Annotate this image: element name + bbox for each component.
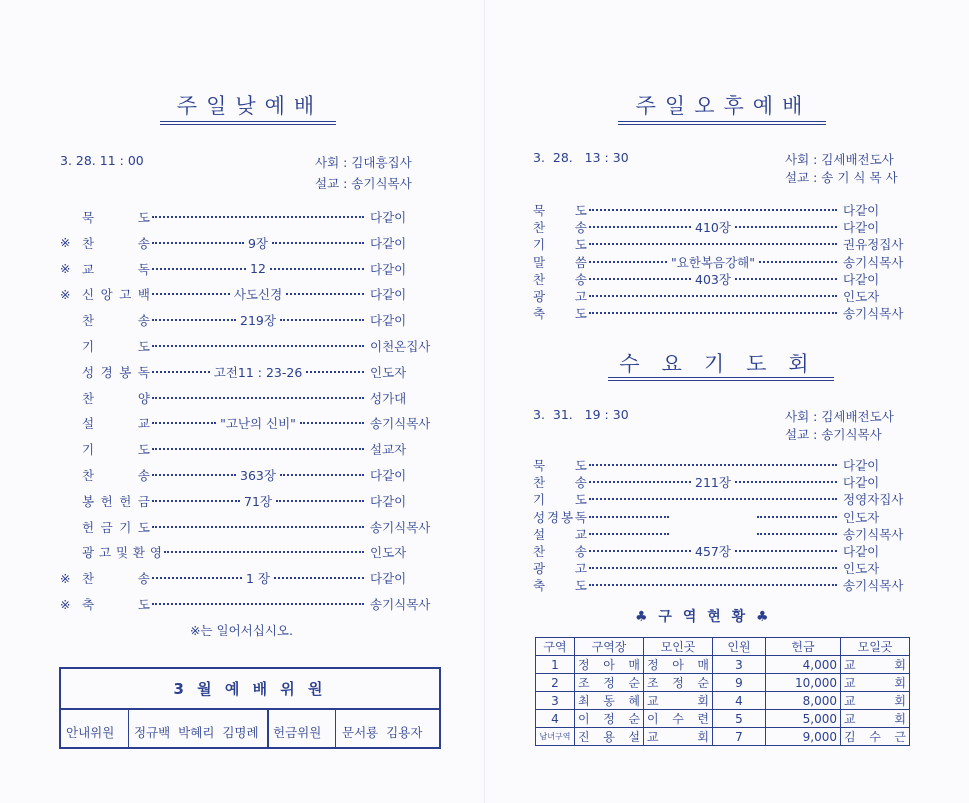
item-label: 기 도 xyxy=(533,492,587,508)
service-item xyxy=(60,518,436,536)
guide-label: 안내위원 xyxy=(66,725,115,740)
item-label: 교 독 xyxy=(82,261,150,277)
service-item xyxy=(60,337,436,355)
item-label: 광 고 xyxy=(533,561,587,577)
districts-title: ♣ 구 역 현 황 ♣ xyxy=(635,609,772,625)
item-label: 묵 도 xyxy=(82,210,150,225)
item-value: 211장 xyxy=(695,475,731,491)
item-label: 찬 양 xyxy=(82,390,150,406)
service-item xyxy=(60,492,436,510)
afternoon-date: 3. 28. 13 : 30 xyxy=(533,150,629,165)
item-performer: 다같이 xyxy=(843,203,880,218)
item-performer: 인도자 xyxy=(843,289,880,304)
item-label: 찬 송 xyxy=(82,313,150,329)
service-item xyxy=(533,235,911,253)
table-cell: 교 회 xyxy=(644,692,713,710)
district-table xyxy=(535,637,910,746)
table-row xyxy=(536,692,910,710)
item-label: 헌 금 기 도 xyxy=(82,519,150,535)
item-performer: 다같이 xyxy=(843,271,880,287)
item-performer: 권유정집사 xyxy=(843,237,904,253)
item-performer: 다같이 xyxy=(843,220,880,236)
table-cell: 교 회 xyxy=(841,656,910,674)
service-item xyxy=(60,234,436,252)
service-item xyxy=(60,543,436,561)
item-value: 71장 xyxy=(244,493,272,509)
item-value: 고전11 : 23-26 xyxy=(213,364,303,380)
service-item xyxy=(533,270,911,288)
header-cell: 구역 xyxy=(536,638,575,656)
service-item xyxy=(533,542,911,560)
service-item xyxy=(533,508,911,526)
item-performer: 인도자 xyxy=(370,364,407,380)
title-underline xyxy=(618,124,826,125)
service-leader: 사회 : 김대흥집사 xyxy=(315,155,412,170)
item-label: 축 도 xyxy=(82,597,150,612)
sunday-afternoon-title: 주일오후예배 xyxy=(635,94,812,118)
service-item xyxy=(533,473,911,491)
table-cell: 남녀구역 xyxy=(536,728,575,746)
item-performer: 송기식목사 xyxy=(843,526,904,542)
item-label: 기 도 xyxy=(82,442,150,458)
item-label: 찬 송 xyxy=(82,235,150,251)
header-cell: 모인곳 xyxy=(644,638,713,656)
wednesday-preacher: 설교 : 송기식목사 xyxy=(785,427,882,442)
item-label: 묵 도 xyxy=(533,203,587,218)
service-item xyxy=(60,260,436,278)
item-label: 찬 송 xyxy=(533,271,587,287)
standing-note: ※는 일어서십시오. xyxy=(190,623,293,638)
table-row xyxy=(536,674,910,692)
item-label: 봉 헌 헌 금 xyxy=(82,493,150,509)
wednesday-leader: 사회 : 김세배전도사 xyxy=(785,409,894,424)
table-cell: 정 아 매 xyxy=(644,656,713,674)
sunday-morning-title: 주일낮예배 xyxy=(176,94,324,118)
table-cell: 9 xyxy=(713,674,766,692)
committee-title: 3 월 예 배 위 원 xyxy=(173,680,327,698)
service-date: 3. 28. 11 : 00 xyxy=(60,153,144,168)
table-cell: 교 회 xyxy=(644,728,713,746)
item-performer: 다같이 xyxy=(370,261,407,277)
table-cell: 4 xyxy=(713,692,766,710)
service-item xyxy=(60,311,436,329)
item-performer: 다같이 xyxy=(843,544,880,559)
table-cell: 교 회 xyxy=(841,674,910,692)
table-cell: 4 xyxy=(536,710,575,728)
table-cell: 교 회 xyxy=(841,710,910,728)
table-row xyxy=(536,656,910,674)
item-performer: 다같이 xyxy=(370,468,407,483)
table-cell: 김 수 근 xyxy=(841,728,910,746)
item-performer: 다같이 xyxy=(370,235,407,251)
service-item xyxy=(60,414,436,432)
service-item xyxy=(533,201,911,219)
item-value: 1 장 xyxy=(246,571,271,587)
standing-mark: ※ xyxy=(60,235,71,251)
item-value: 457장 xyxy=(695,544,731,559)
item-value: 9장 xyxy=(247,235,269,251)
afternoon-leader: 사회 : 김세배전도사 xyxy=(785,152,894,167)
item-value: 363장 xyxy=(240,468,276,483)
service-item xyxy=(533,490,911,508)
item-label: 찬 송 xyxy=(82,571,150,587)
wednesday-date: 3. 31. 19 : 30 xyxy=(533,407,629,422)
item-performer: 다같이 xyxy=(843,458,880,473)
service-item xyxy=(60,569,436,587)
table-cell: 조 정 순 xyxy=(644,674,713,692)
item-performer: 송기식목사 xyxy=(370,597,431,612)
table-cell: 교 회 xyxy=(841,692,910,710)
item-performer: 송기식목사 xyxy=(843,306,904,322)
table-cell: 정 아 매 xyxy=(575,656,644,674)
table-cell: 2 xyxy=(536,674,575,692)
header-cell: 인원 xyxy=(713,638,766,656)
item-performer: 인도자 xyxy=(843,509,880,525)
title-underline xyxy=(160,121,336,122)
item-value: 사도신경 xyxy=(233,287,283,303)
item-performer: 다같이 xyxy=(843,475,880,491)
right-page xyxy=(484,0,969,803)
item-performer: 송기식목사 xyxy=(843,578,904,594)
afternoon-preacher: 설교 : 송 기 식 목 사 xyxy=(785,170,898,185)
table-row xyxy=(536,728,910,746)
guide-names: 정규백 박혜리 김명례 xyxy=(134,725,259,740)
service-item xyxy=(60,466,436,484)
item-label: 찬 송 xyxy=(533,544,587,559)
committee-box xyxy=(59,667,441,749)
table-cell: 4,000 xyxy=(766,656,841,674)
item-performer: 정영자집사 xyxy=(843,492,904,508)
title-underline xyxy=(160,124,336,125)
item-value: "요한복음강해" xyxy=(671,254,755,270)
header-cell: 모일곳 xyxy=(841,638,910,656)
item-performer: 다같이 xyxy=(370,313,407,329)
item-label: 찬 송 xyxy=(533,475,587,491)
item-label: 광 고 및 환 영 xyxy=(82,545,162,561)
item-value: 403장 xyxy=(695,271,731,287)
item-performer: 다같이 xyxy=(370,287,407,303)
standing-mark: ※ xyxy=(60,286,71,302)
item-value: 219장 xyxy=(240,313,276,329)
item-label: 말 씀 xyxy=(533,254,587,270)
service-item xyxy=(533,287,911,305)
table-cell: 7 xyxy=(713,728,766,746)
item-performer: 송기식목사 xyxy=(843,254,904,270)
service-item xyxy=(60,363,436,381)
wednesday-prayer-title: 수요기도회 xyxy=(619,352,831,376)
service-preacher: 설교 : 송기식목사 xyxy=(315,176,412,191)
table-cell: 10,000 xyxy=(766,674,841,692)
service-item xyxy=(533,218,911,236)
table-cell: 3 xyxy=(536,692,575,710)
item-label: 기 도 xyxy=(533,237,587,253)
item-performer: 다같이 xyxy=(370,210,407,225)
service-item xyxy=(533,253,911,271)
item-value: "고난의 신비" xyxy=(220,416,296,432)
table-cell: 1 xyxy=(536,656,575,674)
item-label: 설 교 xyxy=(533,526,587,542)
item-label: 설 교 xyxy=(82,416,150,432)
standing-mark: ※ xyxy=(60,261,71,277)
title-underline xyxy=(618,121,826,122)
header-cell: 헌금 xyxy=(766,638,841,656)
item-label: 축 도 xyxy=(533,306,587,322)
item-label: 기 도 xyxy=(82,339,150,354)
standing-mark: ※ xyxy=(60,570,71,586)
standing-mark: ※ xyxy=(60,596,71,612)
header-cell: 구역장 xyxy=(575,638,644,656)
service-item xyxy=(60,285,436,303)
item-performer: 인도자 xyxy=(370,545,407,561)
item-value: 410장 xyxy=(695,220,731,236)
service-item xyxy=(60,440,436,458)
table-row xyxy=(536,710,910,728)
item-label: 찬 송 xyxy=(82,468,150,483)
item-performer: 인도자 xyxy=(843,561,880,577)
item-performer: 다같이 xyxy=(370,493,407,509)
table-cell: 9,000 xyxy=(766,728,841,746)
service-item xyxy=(533,304,911,322)
item-performer: 이천온집사 xyxy=(370,339,431,354)
service-item xyxy=(533,456,911,474)
left-page xyxy=(0,0,484,803)
table-cell: 조 정 순 xyxy=(575,674,644,692)
table-cell: 3 xyxy=(713,656,766,674)
table-cell: 이 정 순 xyxy=(575,710,644,728)
item-performer: 송기식목사 xyxy=(370,416,431,432)
offering-label: 헌금위원 xyxy=(273,725,322,740)
table-cell: 진 용 설 xyxy=(575,728,644,746)
item-performer: 송기식목사 xyxy=(370,519,431,535)
item-label: 묵 도 xyxy=(533,458,587,473)
item-label: 성 경 봉 독 xyxy=(533,509,587,525)
service-item xyxy=(533,559,911,577)
item-label: 성 경 봉 독 xyxy=(82,364,150,380)
table-cell: 8,000 xyxy=(766,692,841,710)
service-item xyxy=(60,595,436,613)
service-item xyxy=(533,525,911,543)
table-cell: 5,000 xyxy=(766,710,841,728)
item-value: 12 xyxy=(250,261,266,277)
title-underline xyxy=(608,377,834,378)
item-label: 광 고 xyxy=(533,289,587,304)
item-performer: 성가대 xyxy=(370,390,407,406)
table-header-row xyxy=(536,638,910,656)
item-label: 신 앙 고 백 xyxy=(82,287,150,303)
item-label: 찬 송 xyxy=(533,220,587,236)
item-label: 축 도 xyxy=(533,578,587,594)
title-underline xyxy=(608,380,834,381)
service-item xyxy=(60,208,436,226)
service-item xyxy=(533,576,911,594)
table-cell: 최 동 혜 xyxy=(575,692,644,710)
offering-names: 문서룡 김용자 xyxy=(342,725,423,740)
service-item xyxy=(60,389,436,407)
item-performer: 다같이 xyxy=(370,571,407,587)
table-cell: 5 xyxy=(713,710,766,728)
table-cell: 이 수 련 xyxy=(644,710,713,728)
item-performer: 설교자 xyxy=(370,442,407,458)
